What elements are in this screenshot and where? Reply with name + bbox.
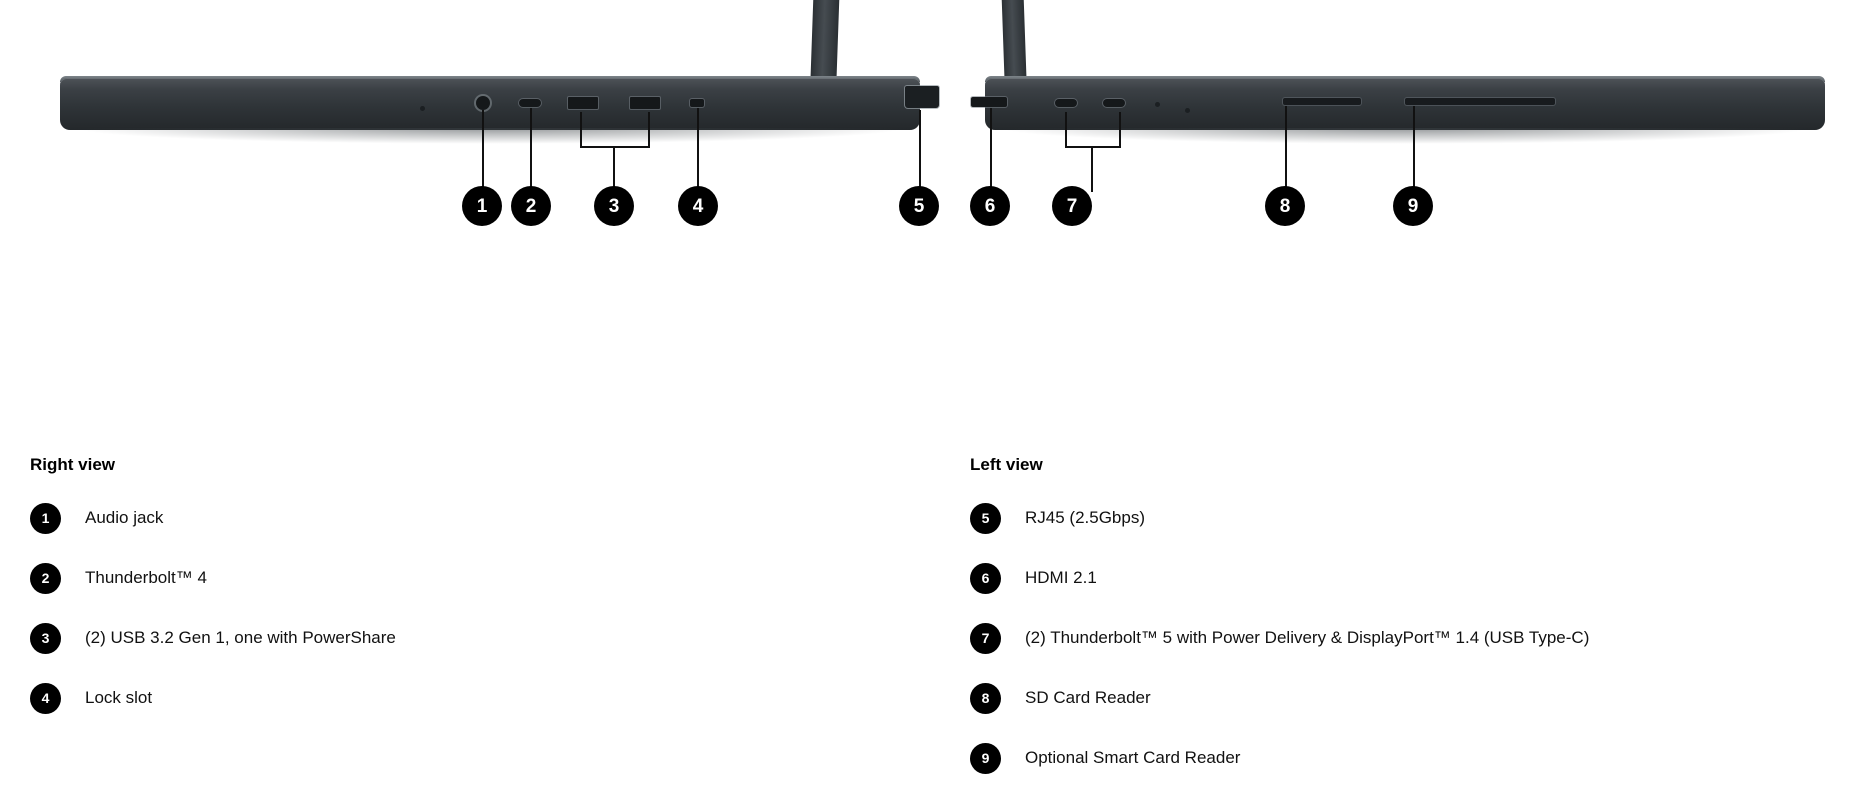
usb-a-port-2-icon (630, 97, 660, 109)
legend-label-5: RJ45 (2.5Gbps) (1025, 508, 1145, 527)
laptop-lid (810, 0, 839, 82)
legend-badge-1: 1 (30, 503, 61, 534)
laptop-left-view-image (913, 0, 1825, 217)
rj45-port-icon (905, 86, 939, 108)
legend-badge-6: 6 (970, 563, 1001, 594)
leader-line-8 (1285, 106, 1287, 192)
laptop-port-illustration (0, 0, 1861, 300)
legend-label-2: Thunderbolt™ 4 (85, 568, 207, 587)
callout-badge-8: 8 (1265, 186, 1305, 226)
legend-badge-9: 9 (970, 743, 1001, 774)
lock-slot-port-icon (690, 99, 704, 107)
list-item (30, 561, 930, 595)
leader-line-2 (530, 108, 532, 192)
legend-label-3: (2) USB 3.2 Gen 1, one with PowerShare (85, 628, 396, 647)
legend-badge-3: 3 (30, 623, 61, 654)
callout-badge-4: 4 (678, 186, 718, 226)
callout-badge-1: 1 (462, 186, 502, 226)
legend-label-7: (2) Thunderbolt™ 5 with Power Delivery & DisplayPort™ 1.4 (USB Type-C) (1025, 628, 1590, 647)
leader-bracket-3 (580, 112, 650, 148)
leader-line-7 (1091, 146, 1093, 192)
right-view-title: Right view (30, 455, 116, 474)
chassis-body (60, 78, 920, 130)
callout-badge-9: 9 (1393, 186, 1433, 226)
legend-badge-8: 8 (970, 683, 1001, 714)
list-item (970, 681, 1850, 715)
list-item (970, 741, 1850, 775)
leader-line-1 (482, 110, 484, 192)
leader-bracket-7 (1065, 112, 1121, 148)
thunderbolt4-port-icon (519, 99, 541, 107)
thunderbolt5-port-2-icon (1103, 99, 1125, 107)
leader-line-9 (1413, 106, 1415, 192)
legend-label-9: Optional Smart Card Reader (1025, 748, 1241, 767)
legend-label-1: Audio jack (85, 508, 164, 527)
callout-badge-7: 7 (1052, 186, 1092, 226)
leader-line-4 (697, 108, 699, 192)
legend-badge-5: 5 (970, 503, 1001, 534)
status-led-icon (1155, 102, 1160, 107)
legend-badge-4: 4 (30, 683, 61, 714)
leader-line-5 (919, 110, 921, 192)
laptop-right-view-image (60, 0, 920, 217)
left-view-legend (970, 455, 1850, 801)
pinhole-icon (420, 106, 425, 111)
legend-badge-7: 7 (970, 623, 1001, 654)
hdmi-port-icon (971, 97, 1007, 107)
list-item (970, 501, 1850, 535)
legend-label-8: SD Card Reader (1025, 688, 1151, 707)
callout-badge-2: 2 (511, 186, 551, 226)
legend-label-4: Lock slot (85, 688, 153, 707)
legend-badge-2: 2 (30, 563, 61, 594)
right-view-legend (30, 455, 930, 741)
laptop-lid (1001, 0, 1026, 82)
usb-a-port-1-icon (568, 97, 598, 109)
callout-badge-5: 5 (899, 186, 939, 226)
list-item (30, 681, 930, 715)
audio-jack-port-icon (476, 96, 490, 110)
callout-badge-6: 6 (970, 186, 1010, 226)
list-item (970, 561, 1850, 595)
legend-label-6: HDMI 2.1 (1025, 568, 1097, 587)
sd-card-reader-slot-icon (1283, 98, 1361, 105)
callout-badge-3: 3 (594, 186, 634, 226)
list-item (30, 621, 930, 655)
list-item (30, 501, 930, 535)
smart-card-reader-slot-icon (1405, 98, 1555, 105)
pinhole-icon (1185, 108, 1190, 113)
thunderbolt5-port-1-icon (1055, 99, 1077, 107)
leader-line-6 (990, 108, 992, 192)
chassis-shadow (72, 128, 908, 144)
left-view-title: Left view (970, 455, 1043, 474)
list-item (970, 621, 1850, 655)
